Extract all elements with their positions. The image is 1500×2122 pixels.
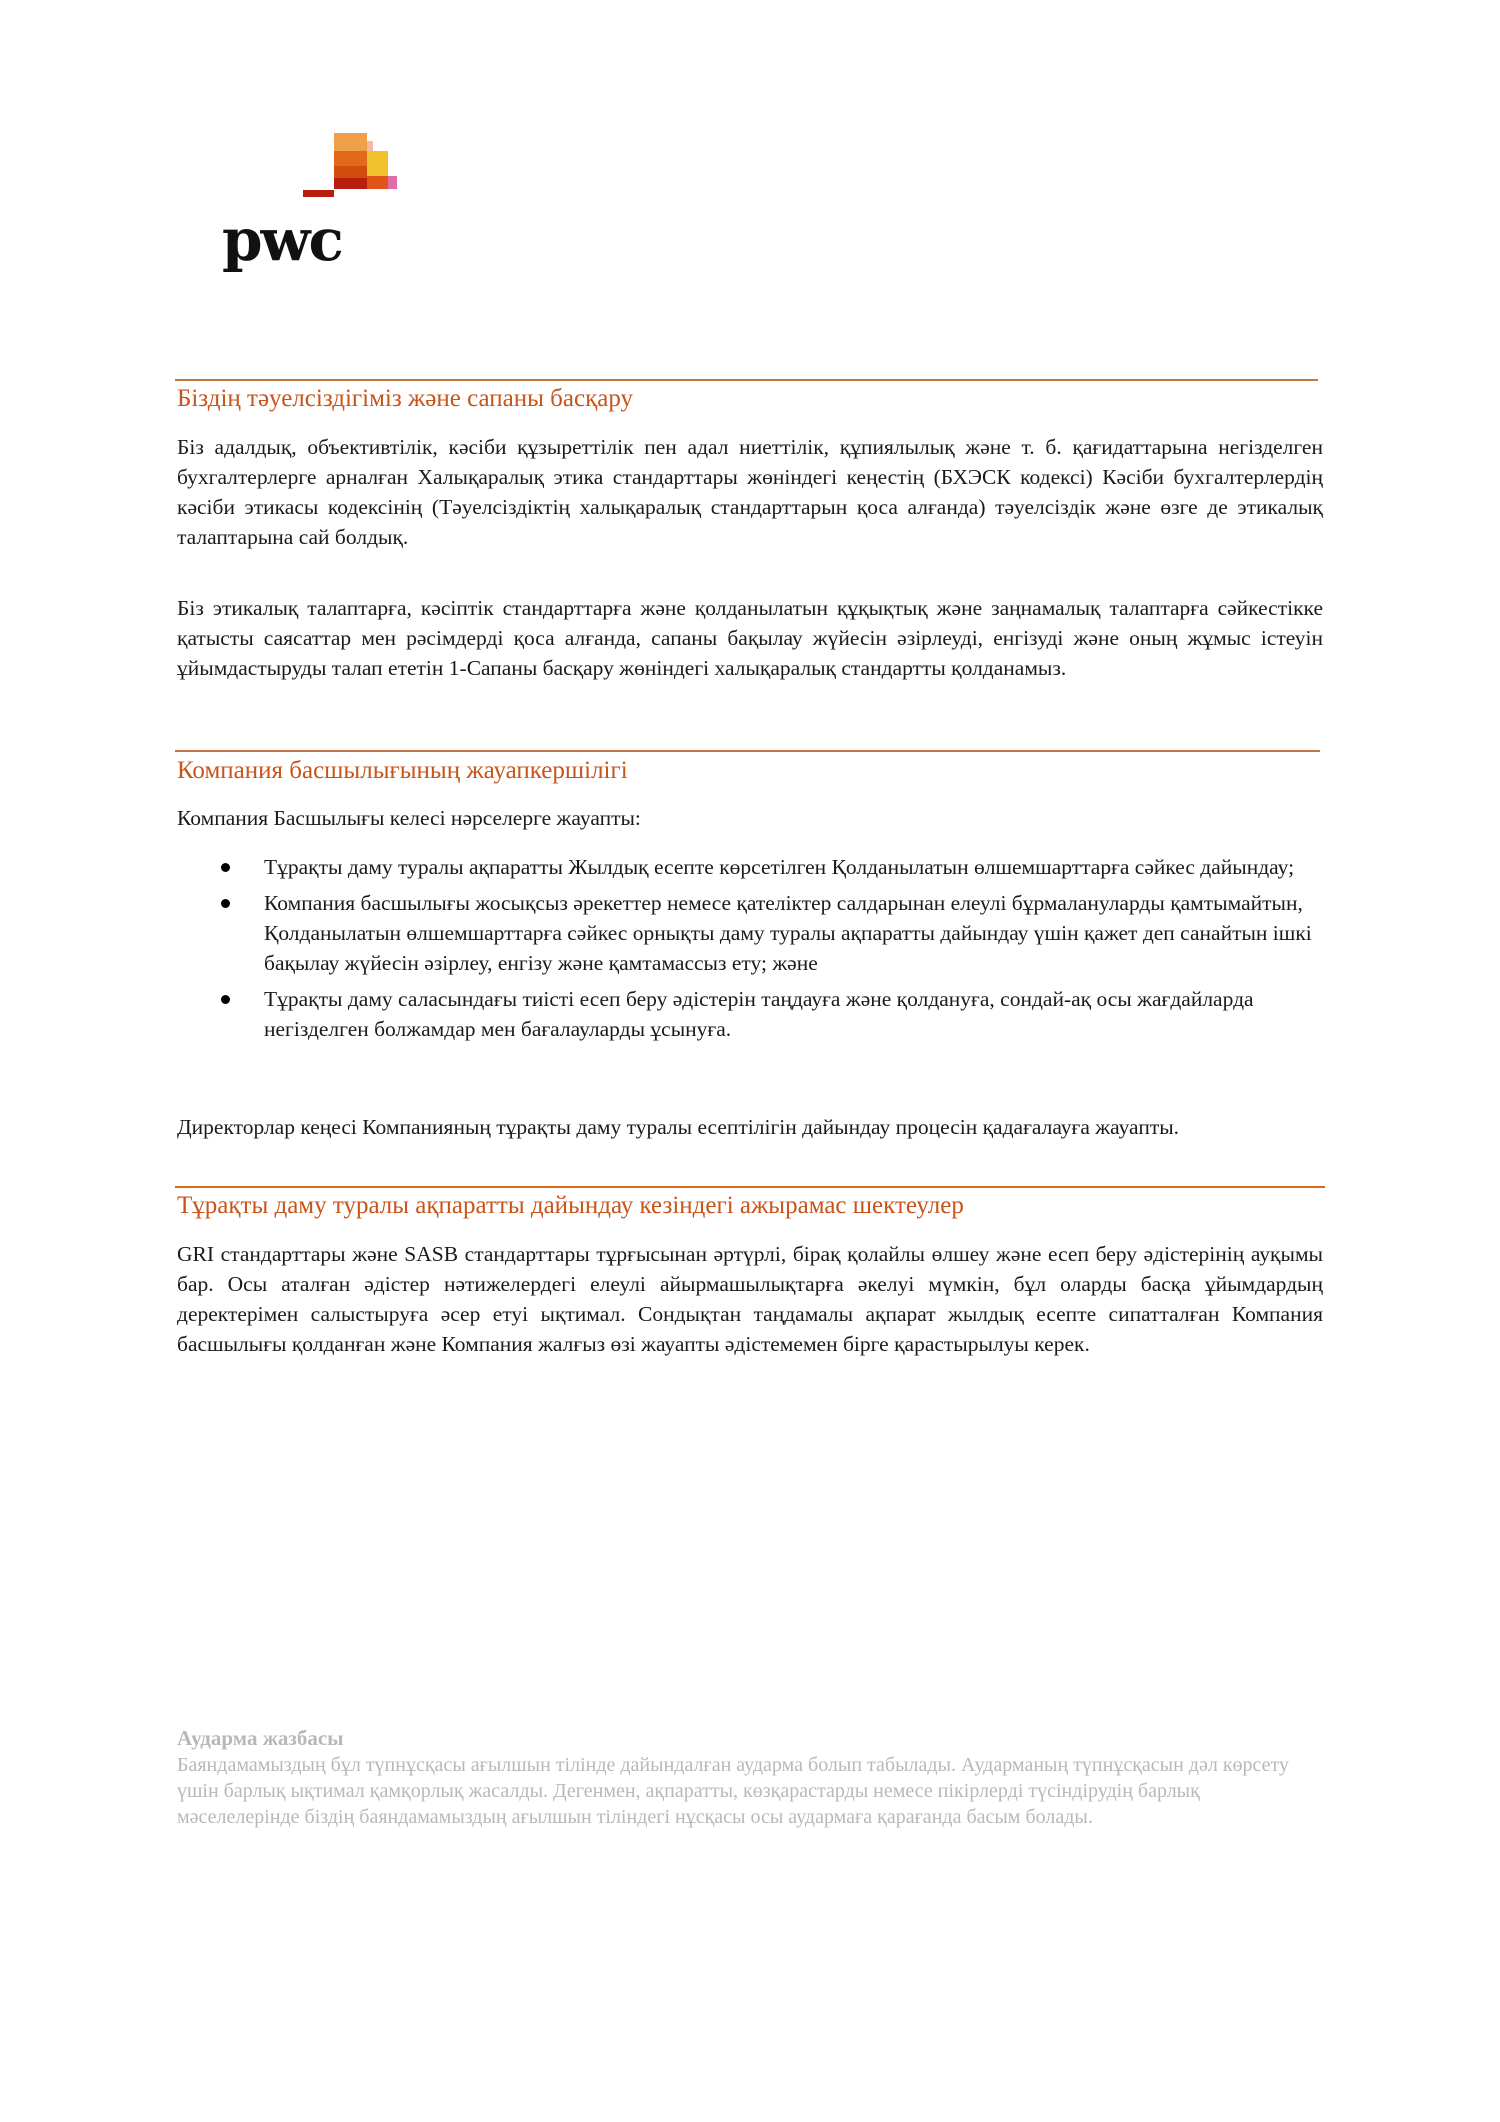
section-heading-independence: Біздің тәуелсіздігіміз және сапаны басқару [177, 385, 633, 412]
list-item-text: Компания басшылығы жосықсыз әрекеттер немесе қателіктер салдарынан елеулі бұрмалануларды қамтымайтын, Қолданылатын өлшемшарттарға сәйкес орнықты даму туралы ақпаратты дайындау үшін қажет деп санайтын ішкі бақылау жүйесін әзірлеу, енгізу және қамтамассыз ету; және [264, 891, 1312, 975]
section-heading-inherent-limitations: Тұрақты даму туралы ақпаратты дайындау кезіндегі ажырамас шектеулер [177, 1192, 964, 1219]
list-item-text: Тұрақты даму саласындағы тиісті есеп беру әдістерін таңдауға және қолдануға, сондай-ақ осы жағдайларда негізделген болжамдар мен бағалауларды ұсынуға. [264, 987, 1254, 1041]
list-item [177, 852, 1323, 882]
section-divider-1 [175, 379, 1318, 381]
list-item [177, 888, 1323, 978]
logo-block-orange [334, 151, 367, 166]
bullet-icon [221, 899, 230, 908]
logo-wordmark: pwc [222, 206, 342, 274]
bullet-icon [221, 863, 230, 872]
paragraph-independence-2: Біз этикалық талаптарға, кәсіптік стандарттарға және қолданылатын құқықтық және заңнамалық талаптарға сәйкестікке қатысты саясаттар мен рәсімдерді қоса алғанда, сапаны бақылау жүйесін әзірлеуді, енгізуді және оның жұмыс істеуін ұйымдастыруды талап ететін 1-Сапаны басқару жөніндегі халықаралық стандартты қолданамыз. [177, 596, 1323, 680]
responsibility-list [177, 852, 1323, 1050]
list-item [177, 984, 1323, 1044]
logo-underline [303, 190, 334, 197]
paragraph-inherent-limitations: GRI стандарттары және SASB стандарттары тұрғысынан әртүрлі, бірақ қолайлы өлшеу және есеп беру әдістерінің ауқымы бар. Осы аталған әдістер нәтижелердегі елеулі айырмашылықтарға әкелуі мүмкін, бұл оларды басқа ұйымдардың деректерімен салыстыруға әсер етуі ықтимал. Сондықтан таңдамалы ақпарат жылдық есепте сипатталған Компания басшылығы қолданған және Компания жалғыз өзі жауапты әдістемемен бірге қарастырылуы керек. [177, 1242, 1323, 1356]
section-heading-management-responsibility: Компания басшылығының жауапкершілігі [177, 757, 628, 784]
paragraph-independence-1: Біз адалдық, объективтілік, кәсіби құзыреттілік пен адал ниеттілік, құпиялылық және т. б. қағидаттарына негізделген бухгалтерлерге арналған Халықаралық этика стандарттары жөніндегі кеңестің (БХЭСК кодексі) Кәсіби бухгалтерлердің кәсіби этикасы кодексінің (Тәуелсіздіктің халықаралық стандарттарын қоса алғанда) тәуелсіздік және өзге де этикалық талаптарына сай болдық. [177, 435, 1323, 549]
logo-block-red [334, 178, 367, 189]
logo-block-yellow [367, 151, 388, 176]
list-item-text: Тұрақты даму туралы ақпаратты Жылдық есепте көрсетілген Қолданылатын өлшемшарттарға сәйкес дайындау; [264, 855, 1295, 879]
logo-block-orange-dark [334, 166, 367, 178]
translation-note [177, 1724, 1317, 1830]
board-oversight-paragraph: Директорлар кеңесі Компанияның тұрақты даму туралы есептілігін дайындау процесін қадағалауға жауапты. [177, 1115, 1180, 1139]
pwc-logo [222, 133, 402, 273]
section-divider-2 [175, 750, 1320, 752]
translation-note-body: Баяндамамыздың бұл түпнұсқасы ағылшын тілінде дайындалған аударма болып табылады. Аударманың түпнұсқасын дәл көрсету үшін барлық ықтимал қамқорлық жасалды. Дегенмен, ақпаратты, көзқарастарды немесе пікірлерді түсіндірудің барлық мәселелерінде біздің баяндамамыздың ағылшын тіліндегі нұсқасы осы аудармаға қарағанда басым болады. [177, 1754, 1290, 1828]
logo-block-pink [388, 176, 397, 189]
bullet-icon [221, 995, 230, 1004]
section-divider-3 [175, 1186, 1325, 1188]
management-intro: Компания Басшылығы келесі нәрселерге жауапты: [177, 806, 641, 830]
translation-note-title: Аударма жазбасы [177, 1726, 344, 1750]
logo-block-top [334, 133, 367, 151]
logo-block-orange-mid [367, 176, 388, 189]
